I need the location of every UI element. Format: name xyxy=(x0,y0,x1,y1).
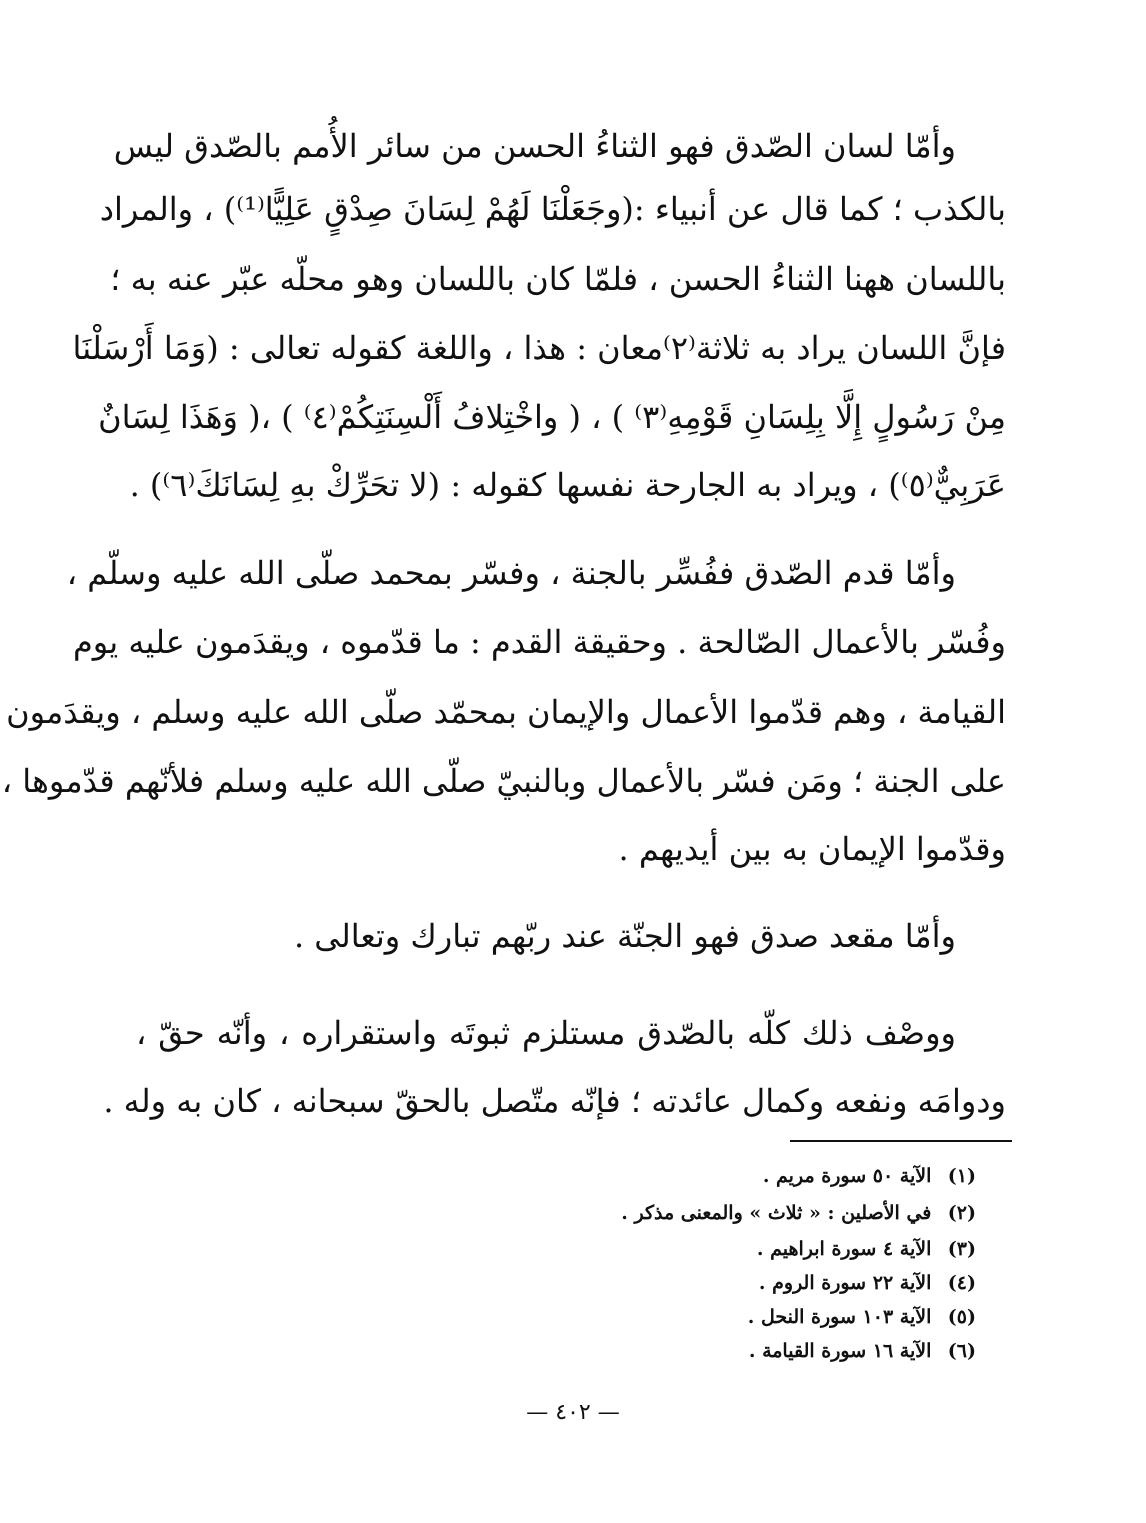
paragraph-2-line-1: وأمّا قدم الصّدق ففُسِّر بالجنة ، وفسّر بمحمد صلّى الله عليه وسلّم ، xyxy=(66,554,956,592)
footnote-text: في الأصلين : « ثلاث » والمعنى مذكر . xyxy=(621,1202,932,1224)
paragraph-4-line-1: ووصْف ذلك كلّه بالصّدق مستلزم ثبوتَه واستقراره ، وأنّه حقّ ، xyxy=(136,1014,956,1052)
paragraph-2-line-2: وفُسّر بالأعمال الصّالحة . وحقيقة القدم : ما قدّموه ، ويقدَمون عليه يوم xyxy=(72,623,1006,661)
footnote-text: الآية ١٦ سورة القيامة . xyxy=(748,1340,932,1362)
paragraph-1-line-4: فإنَّ اللسان يراد به ثلاثة⁽٢⁾معان : هذا ، واللغة كقوله تعالى : (وَمَا أَرْسَلْنَا xyxy=(72,329,1006,367)
footnote-text: الآية ٥٠ سورة مريم . xyxy=(762,1165,932,1187)
footnote-number: (٢) xyxy=(947,1202,976,1224)
paragraph-1-line-1: وأمّا لسان الصّدق فهو الثناءُ الحسن من سائر الأُمم بالصّدق ليس xyxy=(113,127,956,165)
footnote-text: الآية ٤ سورة ابراهيم . xyxy=(756,1238,932,1260)
footnote-text: الآية ٢٢ سورة الروم . xyxy=(758,1272,932,1294)
paragraph-2-line-3: القيامة ، وهم قدّموا الأعمال والإيمان بمحمّد صلّى الله عليه وسلم ، ويقدَمون xyxy=(6,693,1006,731)
paragraph-3-line-1: وأمّا مقعد صدق فهو الجنّة عند ربّهم تبارك وتعالى . xyxy=(293,917,956,955)
footnote-number: (٣) xyxy=(947,1238,976,1260)
footnote-4 xyxy=(276,1270,976,1296)
footnote-number: (٥) xyxy=(947,1306,976,1328)
paragraph-1-line-3: باللسان ههنا الثناءُ الحسن ، فلمّا كان باللسان وهو محلّه عبّر عنه به ؛ xyxy=(110,260,1006,298)
footnote-number: (٤) xyxy=(947,1272,976,1294)
footnote-5 xyxy=(276,1304,976,1330)
paragraph-1-line-5: مِنْ رَسُولٍ إِلَّا بِلِسَانِ قَوْمِهِ⁽٣⁾ ) ، ( واخْتِلافُ أَلْسِنَتِكُمْ⁽٤⁾ ) ،( وَهَذَا لِسَانٌ xyxy=(98,398,1006,436)
footnote-separator xyxy=(790,1140,1012,1142)
paragraph-1-line-2: بالكذب ؛ كما قال عن أنبياء :(وجَعَلْنَا لَهُمْ لِسَانَ صِدْقٍ عَلِيًّا⁽¹⁾) ، والمراد xyxy=(99,190,1006,228)
paragraph-2-line-5: وقدّموا الإيمان به بين أيديهم . xyxy=(618,830,1006,868)
footnote-text: الآية ١٠٣ سورة النحل . xyxy=(747,1306,932,1328)
footnote-number: (٦) xyxy=(947,1340,976,1362)
footnote-2 xyxy=(276,1200,976,1226)
paragraph-1-line-6: عَرَبِيٌّ⁽٥⁾) ، ويراد به الجارحة نفسها كقوله : (لا تحَرِّكْ بهِ لِسَانَكَ⁽٦⁾) . xyxy=(129,466,1006,504)
footnote-6 xyxy=(276,1338,976,1364)
paragraph-2-line-4: على الجنة ؛ ومَن فسّر بالأعمال وبالنبيّ صلّى الله عليه وسلم فلأنّهم قدّموها ، xyxy=(1,762,1006,800)
footnote-number: (١) xyxy=(947,1165,976,1187)
footnote-1 xyxy=(276,1163,976,1189)
paragraph-4-line-2: ودوامَه ونفعه وكمال عائدته ؛ فإنّه متّصل بالحقّ سبحانه ، كان به وله . xyxy=(103,1082,1006,1120)
footnote-3 xyxy=(276,1236,976,1262)
page-number: — ٤٠٢ — xyxy=(526,1400,620,1425)
